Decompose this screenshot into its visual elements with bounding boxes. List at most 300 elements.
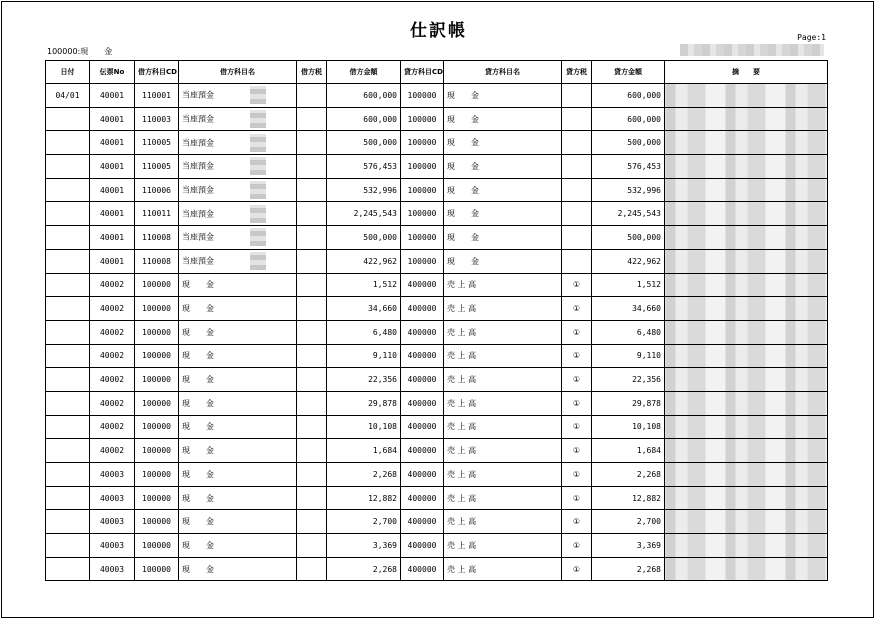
cell-debit-code-text: 100000 xyxy=(142,351,171,361)
cell-credit-amount xyxy=(592,107,665,131)
cell-debit-name-text: 現 金 xyxy=(182,280,214,290)
table-row xyxy=(46,344,828,368)
cell-date xyxy=(46,273,90,297)
cell-debit-name-text: 当座預金 xyxy=(182,138,214,148)
cell-debit-amount xyxy=(327,534,401,558)
cell-credit-name xyxy=(444,557,562,581)
table-row xyxy=(46,439,828,463)
cell-credit-name xyxy=(444,534,562,558)
cell-credit-code xyxy=(401,415,444,439)
cell-date xyxy=(46,557,90,581)
cell-credit-tax xyxy=(562,320,592,344)
journal-table xyxy=(45,60,828,581)
cell-debit-amount xyxy=(327,155,401,179)
cell-debit-name-text: 現 金 xyxy=(182,446,214,456)
cell-debit-code-text: 110005 xyxy=(142,138,171,148)
cell-debit-amount xyxy=(327,557,401,581)
cell-credit-amount xyxy=(592,557,665,581)
cell-debit-amount-text: 9,110 xyxy=(372,351,397,361)
cell-debit-code-text: 110008 xyxy=(142,232,171,242)
cell-credit-amount-text: 1,512 xyxy=(636,280,661,290)
cell-credit-code-text: 100000 xyxy=(407,161,437,171)
cell-date xyxy=(46,249,90,273)
cell-debit-tax xyxy=(297,249,327,273)
cell-debit-tax xyxy=(297,84,327,108)
table-row xyxy=(46,510,828,534)
table-row xyxy=(46,415,828,439)
cell-debit-name-text: 現 金 xyxy=(182,540,214,550)
cell-credit-name-text: 売 上 高 xyxy=(447,398,477,408)
cell-credit-code-text: 100000 xyxy=(407,90,437,100)
cell-debit-tax xyxy=(297,273,327,297)
cell-credit-amount-text: 29,878 xyxy=(632,398,661,408)
cell-credit-code xyxy=(401,368,444,392)
cell-debit-code xyxy=(135,344,179,368)
cell-date xyxy=(46,439,90,463)
cell-credit-name-text: 売 上 高 xyxy=(447,375,477,385)
cell-date xyxy=(46,320,90,344)
cell-debit-name xyxy=(179,178,297,202)
cell-memo-redacted xyxy=(665,107,828,131)
redacted-bank-name xyxy=(250,205,266,223)
cell-debit-code xyxy=(135,107,179,131)
cell-memo-redacted xyxy=(665,84,828,108)
cell-debit-code xyxy=(135,534,179,558)
redacted-memo-text xyxy=(668,111,824,127)
cell-voucher xyxy=(90,155,135,179)
cell-debit-code xyxy=(135,510,179,534)
cell-debit-amount xyxy=(327,486,401,510)
cell-debit-amount xyxy=(327,297,401,321)
redacted-memo-text xyxy=(668,324,824,340)
cell-credit-code xyxy=(401,107,444,131)
cell-memo-redacted xyxy=(665,131,828,155)
redacted-memo-text xyxy=(668,158,824,174)
redacted-memo-text xyxy=(668,514,824,530)
cell-voucher xyxy=(90,131,135,155)
col-header-credit-tax: 貸方税 xyxy=(562,61,592,84)
cell-credit-amount xyxy=(592,510,665,534)
cell-voucher xyxy=(90,297,135,321)
cell-debit-amount-text: 600,000 xyxy=(363,114,397,124)
cell-debit-amount-text: 2,268 xyxy=(372,469,397,479)
table-row xyxy=(46,249,828,273)
cell-credit-code-text: 400000 xyxy=(407,564,437,574)
cell-credit-amount-text: 2,268 xyxy=(636,469,661,479)
cell-voucher-text: 40003 xyxy=(99,493,125,503)
cell-credit-name xyxy=(444,486,562,510)
cell-credit-amount xyxy=(592,131,665,155)
cell-credit-name-text: 売 上 高 xyxy=(447,446,477,456)
cell-voucher-text: 40002 xyxy=(99,422,125,432)
cell-credit-amount xyxy=(592,534,665,558)
cell-voucher-text: 40001 xyxy=(99,185,125,195)
cell-credit-name xyxy=(444,510,562,534)
cell-credit-name xyxy=(444,155,562,179)
cell-date xyxy=(46,84,90,108)
cell-debit-amount-text: 2,245,543 xyxy=(353,209,397,219)
cell-memo-redacted xyxy=(665,297,828,321)
cell-credit-amount-text: 34,660 xyxy=(632,304,661,314)
cell-debit-name-text: 当座預金 xyxy=(182,209,214,219)
cell-credit-tax xyxy=(562,391,592,415)
cell-credit-amount xyxy=(592,226,665,250)
cell-credit-code-text: 100000 xyxy=(407,256,437,266)
cell-credit-amount-text: 600,000 xyxy=(627,114,661,124)
cell-debit-tax xyxy=(297,415,327,439)
cell-credit-amount-text: 500,000 xyxy=(627,138,661,148)
cell-debit-name xyxy=(179,273,297,297)
cell-credit-code xyxy=(401,155,444,179)
cell-debit-code xyxy=(135,439,179,463)
redacted-memo-text xyxy=(668,395,824,411)
cell-date xyxy=(46,226,90,250)
cell-credit-amount-text: 3,369 xyxy=(636,540,661,550)
cell-debit-tax xyxy=(297,368,327,392)
cell-memo-redacted xyxy=(665,391,828,415)
cell-memo-redacted xyxy=(665,415,828,439)
cell-credit-amount-text: 22,356 xyxy=(632,375,661,385)
cell-credit-code-text: 400000 xyxy=(407,375,437,385)
cell-credit-tax xyxy=(562,273,592,297)
redacted-bank-name xyxy=(250,110,266,128)
redacted-memo-text xyxy=(668,87,824,103)
cell-credit-code-text: 400000 xyxy=(407,398,437,408)
cell-debit-amount-text: 532,996 xyxy=(363,185,397,195)
cell-debit-amount-text: 34,660 xyxy=(368,304,397,314)
cell-memo-redacted xyxy=(665,510,828,534)
cell-debit-amount-text: 500,000 xyxy=(363,232,397,242)
cell-credit-name-text: 売 上 高 xyxy=(447,304,477,314)
cell-credit-tax xyxy=(562,439,592,463)
cell-memo-redacted xyxy=(665,202,828,226)
cell-credit-amount xyxy=(592,463,665,487)
cell-debit-name xyxy=(179,415,297,439)
cell-credit-tax-text: ① xyxy=(572,351,581,361)
cell-credit-tax xyxy=(562,486,592,510)
cell-debit-tax xyxy=(297,131,327,155)
cell-memo-redacted xyxy=(665,226,828,250)
cell-debit-amount-text: 1,512 xyxy=(372,280,397,290)
cell-voucher xyxy=(90,557,135,581)
cell-credit-tax xyxy=(562,107,592,131)
cell-debit-tax xyxy=(297,557,327,581)
cell-credit-tax-text: ① xyxy=(572,517,581,527)
cell-debit-amount-text: 2,700 xyxy=(372,517,397,527)
cell-debit-tax xyxy=(297,463,327,487)
redacted-memo-text xyxy=(668,419,824,435)
cell-credit-name xyxy=(444,249,562,273)
cell-credit-amount xyxy=(592,439,665,463)
redacted-bank-name xyxy=(250,157,266,175)
cell-voucher-text: 40002 xyxy=(99,327,125,337)
cell-voucher xyxy=(90,84,135,108)
cell-credit-code xyxy=(401,202,444,226)
col-header-date: 日付 xyxy=(46,61,90,84)
cell-debit-code-text: 100000 xyxy=(142,327,171,337)
cell-credit-amount-text: 6,480 xyxy=(636,327,661,337)
cell-credit-name xyxy=(444,273,562,297)
cell-credit-amount xyxy=(592,155,665,179)
cell-debit-name xyxy=(179,486,297,510)
cell-credit-code-text: 400000 xyxy=(407,540,437,550)
cell-voucher-text: 40001 xyxy=(99,256,125,266)
cell-voucher xyxy=(90,415,135,439)
cell-debit-tax xyxy=(297,320,327,344)
cell-voucher-text: 40002 xyxy=(99,446,125,456)
cell-credit-tax-text: ① xyxy=(572,280,581,290)
cell-credit-name-text: 売 上 高 xyxy=(447,469,477,479)
account-label: 100000:現 金 xyxy=(47,47,113,56)
cell-credit-name xyxy=(444,368,562,392)
cell-debit-tax xyxy=(297,439,327,463)
cell-debit-name-text: 当座預金 xyxy=(182,161,214,171)
cell-debit-amount xyxy=(327,415,401,439)
cell-date xyxy=(46,107,90,131)
redacted-bank-name xyxy=(250,86,266,104)
cell-credit-name xyxy=(444,439,562,463)
redacted-memo-text xyxy=(668,443,824,459)
cell-credit-amount xyxy=(592,202,665,226)
cell-credit-amount-text: 576,453 xyxy=(627,161,661,171)
cell-credit-tax xyxy=(562,178,592,202)
cell-credit-name xyxy=(444,178,562,202)
cell-memo-redacted xyxy=(665,486,828,510)
cell-debit-name xyxy=(179,463,297,487)
table-row xyxy=(46,320,828,344)
cell-credit-name-text: 売 上 高 xyxy=(447,564,477,574)
table-row xyxy=(46,131,828,155)
cell-debit-code xyxy=(135,557,179,581)
cell-credit-amount-text: 2,268 xyxy=(636,564,661,574)
cell-debit-name xyxy=(179,510,297,534)
cell-debit-code xyxy=(135,486,179,510)
cell-voucher xyxy=(90,463,135,487)
cell-debit-code xyxy=(135,249,179,273)
redacted-memo-text xyxy=(668,372,824,388)
table-row xyxy=(46,486,828,510)
cell-debit-code-text: 110011 xyxy=(142,209,171,219)
redacted-memo-text xyxy=(668,348,824,364)
cell-date xyxy=(46,155,90,179)
cell-debit-tax xyxy=(297,297,327,321)
cell-credit-name xyxy=(444,320,562,344)
cell-voucher xyxy=(90,368,135,392)
cell-credit-tax-text: ① xyxy=(572,446,581,456)
cell-credit-code xyxy=(401,439,444,463)
cell-voucher xyxy=(90,534,135,558)
table-row xyxy=(46,107,828,131)
cell-voucher-text: 40001 xyxy=(99,232,125,242)
cell-voucher-text: 40002 xyxy=(99,304,125,314)
cell-voucher-text: 40001 xyxy=(99,209,125,219)
cell-credit-amount xyxy=(592,344,665,368)
cell-credit-name-text: 現 金 xyxy=(447,90,479,100)
col-header-credit-name: 貸方科目名 xyxy=(444,61,562,84)
cell-debit-amount xyxy=(327,320,401,344)
cell-credit-amount-text: 9,110 xyxy=(636,351,661,361)
cell-debit-name xyxy=(179,391,297,415)
cell-credit-name-text: 売 上 高 xyxy=(447,493,477,503)
cell-debit-code xyxy=(135,297,179,321)
cell-debit-tax xyxy=(297,226,327,250)
cell-credit-code-text: 400000 xyxy=(407,517,437,527)
cell-date-text: 04/01 xyxy=(55,90,80,100)
cell-credit-code-text: 400000 xyxy=(407,422,437,432)
cell-debit-amount xyxy=(327,510,401,534)
cell-credit-code-text: 400000 xyxy=(407,280,437,290)
cell-date xyxy=(46,391,90,415)
cell-debit-amount-text: 6,480 xyxy=(372,327,397,337)
cell-credit-code-text: 400000 xyxy=(407,351,437,361)
cell-debit-name xyxy=(179,249,297,273)
cell-debit-code-text: 100000 xyxy=(142,375,171,385)
redacted-memo-text xyxy=(668,229,824,245)
cell-debit-amount xyxy=(327,202,401,226)
cell-debit-tax xyxy=(297,391,327,415)
cell-credit-amount-text: 1,684 xyxy=(636,446,661,456)
redacted-bank-name xyxy=(250,134,266,152)
cell-memo-redacted xyxy=(665,368,828,392)
cell-credit-name-text: 現 金 xyxy=(447,209,479,219)
cell-debit-tax xyxy=(297,202,327,226)
cell-credit-code xyxy=(401,178,444,202)
cell-credit-code-text: 100000 xyxy=(407,114,437,124)
cell-debit-code-text: 110006 xyxy=(142,185,171,195)
cell-debit-code-text: 100000 xyxy=(142,469,171,479)
cell-credit-tax-text: ① xyxy=(572,493,581,503)
cell-debit-code-text: 100000 xyxy=(142,446,171,456)
cell-date xyxy=(46,368,90,392)
cell-credit-code-text: 400000 xyxy=(407,327,437,337)
cell-credit-tax-text: ① xyxy=(572,564,581,574)
cell-debit-code xyxy=(135,368,179,392)
cell-credit-tax xyxy=(562,463,592,487)
col-header-voucher: 伝票No xyxy=(90,61,135,84)
cell-voucher-text: 40002 xyxy=(99,398,125,408)
cell-voucher-text: 40003 xyxy=(99,564,125,574)
cell-debit-amount-text: 2,268 xyxy=(372,564,397,574)
cell-debit-name-text: 現 金 xyxy=(182,422,214,432)
cell-credit-code-text: 400000 xyxy=(407,469,437,479)
cell-credit-tax-text: ① xyxy=(572,540,581,550)
cell-voucher xyxy=(90,107,135,131)
cell-credit-code-text: 400000 xyxy=(407,304,437,314)
cell-debit-name-text: 当座預金 xyxy=(182,90,214,100)
cell-credit-amount xyxy=(592,415,665,439)
cell-debit-amount-text: 576,453 xyxy=(363,161,397,171)
cell-debit-code-text: 110008 xyxy=(142,256,171,266)
cell-debit-code-text: 110003 xyxy=(142,114,171,124)
cell-credit-tax xyxy=(562,84,592,108)
cell-credit-name-text: 現 金 xyxy=(447,256,479,266)
cell-voucher xyxy=(90,344,135,368)
redacted-memo-text xyxy=(668,277,824,293)
cell-debit-name xyxy=(179,439,297,463)
cell-debit-amount xyxy=(327,368,401,392)
cell-debit-name xyxy=(179,344,297,368)
cell-debit-code xyxy=(135,131,179,155)
page-number: Page:1 xyxy=(797,33,826,42)
cell-credit-code-text: 100000 xyxy=(407,138,437,148)
cell-credit-tax-text: ① xyxy=(572,398,581,408)
cell-credit-name-text: 売 上 高 xyxy=(447,540,477,550)
cell-debit-name-text: 現 金 xyxy=(182,493,214,503)
cell-credit-code xyxy=(401,297,444,321)
cell-memo-redacted xyxy=(665,534,828,558)
cell-credit-tax-text: ① xyxy=(572,422,581,432)
cell-debit-code-text: 100000 xyxy=(142,398,171,408)
cell-credit-tax-text: ① xyxy=(572,375,581,385)
cell-credit-code xyxy=(401,510,444,534)
cell-credit-name-text: 現 金 xyxy=(447,114,479,124)
table-row xyxy=(46,226,828,250)
cell-memo-redacted xyxy=(665,155,828,179)
cell-voucher xyxy=(90,202,135,226)
cell-credit-amount-text: 500,000 xyxy=(627,232,661,242)
report-title: 仕訳帳 xyxy=(410,21,467,41)
redacted-memo-text xyxy=(668,561,824,577)
cell-debit-name-text: 現 金 xyxy=(182,564,214,574)
cell-debit-code-text: 100000 xyxy=(142,422,171,432)
cell-credit-amount xyxy=(592,273,665,297)
cell-debit-name-text: 現 金 xyxy=(182,469,214,479)
cell-debit-amount xyxy=(327,178,401,202)
redacted-memo-text xyxy=(668,490,824,506)
cell-credit-amount-text: 2,700 xyxy=(636,517,661,527)
cell-credit-amount xyxy=(592,84,665,108)
col-header-debit-tax: 借方税 xyxy=(297,61,327,84)
cell-debit-name-text: 当座預金 xyxy=(182,114,214,124)
cell-debit-tax xyxy=(297,155,327,179)
cell-voucher xyxy=(90,486,135,510)
redacted-memo-text xyxy=(668,537,824,553)
cell-credit-tax xyxy=(562,202,592,226)
cell-credit-code xyxy=(401,320,444,344)
cell-debit-amount-text: 500,000 xyxy=(363,138,397,148)
cell-credit-amount xyxy=(592,391,665,415)
table-row xyxy=(46,178,828,202)
cell-debit-name-text: 現 金 xyxy=(182,327,214,337)
redacted-bank-name xyxy=(250,228,266,246)
redacted-company-name xyxy=(680,44,824,56)
cell-debit-code xyxy=(135,202,179,226)
cell-credit-code xyxy=(401,391,444,415)
cell-debit-tax xyxy=(297,486,327,510)
cell-voucher-text: 40001 xyxy=(99,114,125,124)
cell-credit-amount-text: 12,882 xyxy=(632,493,661,503)
cell-credit-name xyxy=(444,344,562,368)
cell-debit-name-text: 当座預金 xyxy=(182,185,214,195)
cell-credit-name-text: 現 金 xyxy=(447,161,479,171)
cell-voucher xyxy=(90,178,135,202)
redacted-bank-name xyxy=(250,252,266,270)
cell-voucher xyxy=(90,439,135,463)
cell-credit-code xyxy=(401,344,444,368)
redacted-memo-text xyxy=(668,466,824,482)
cell-debit-code xyxy=(135,391,179,415)
table-row xyxy=(46,557,828,581)
cell-debit-name-text: 当座預金 xyxy=(182,232,214,242)
cell-debit-name xyxy=(179,368,297,392)
cell-debit-name xyxy=(179,297,297,321)
cell-debit-name xyxy=(179,557,297,581)
cell-credit-tax xyxy=(562,415,592,439)
cell-debit-amount xyxy=(327,273,401,297)
cell-debit-name-text: 現 金 xyxy=(182,517,214,527)
cell-debit-amount-text: 3,369 xyxy=(372,540,397,550)
cell-credit-tax xyxy=(562,226,592,250)
